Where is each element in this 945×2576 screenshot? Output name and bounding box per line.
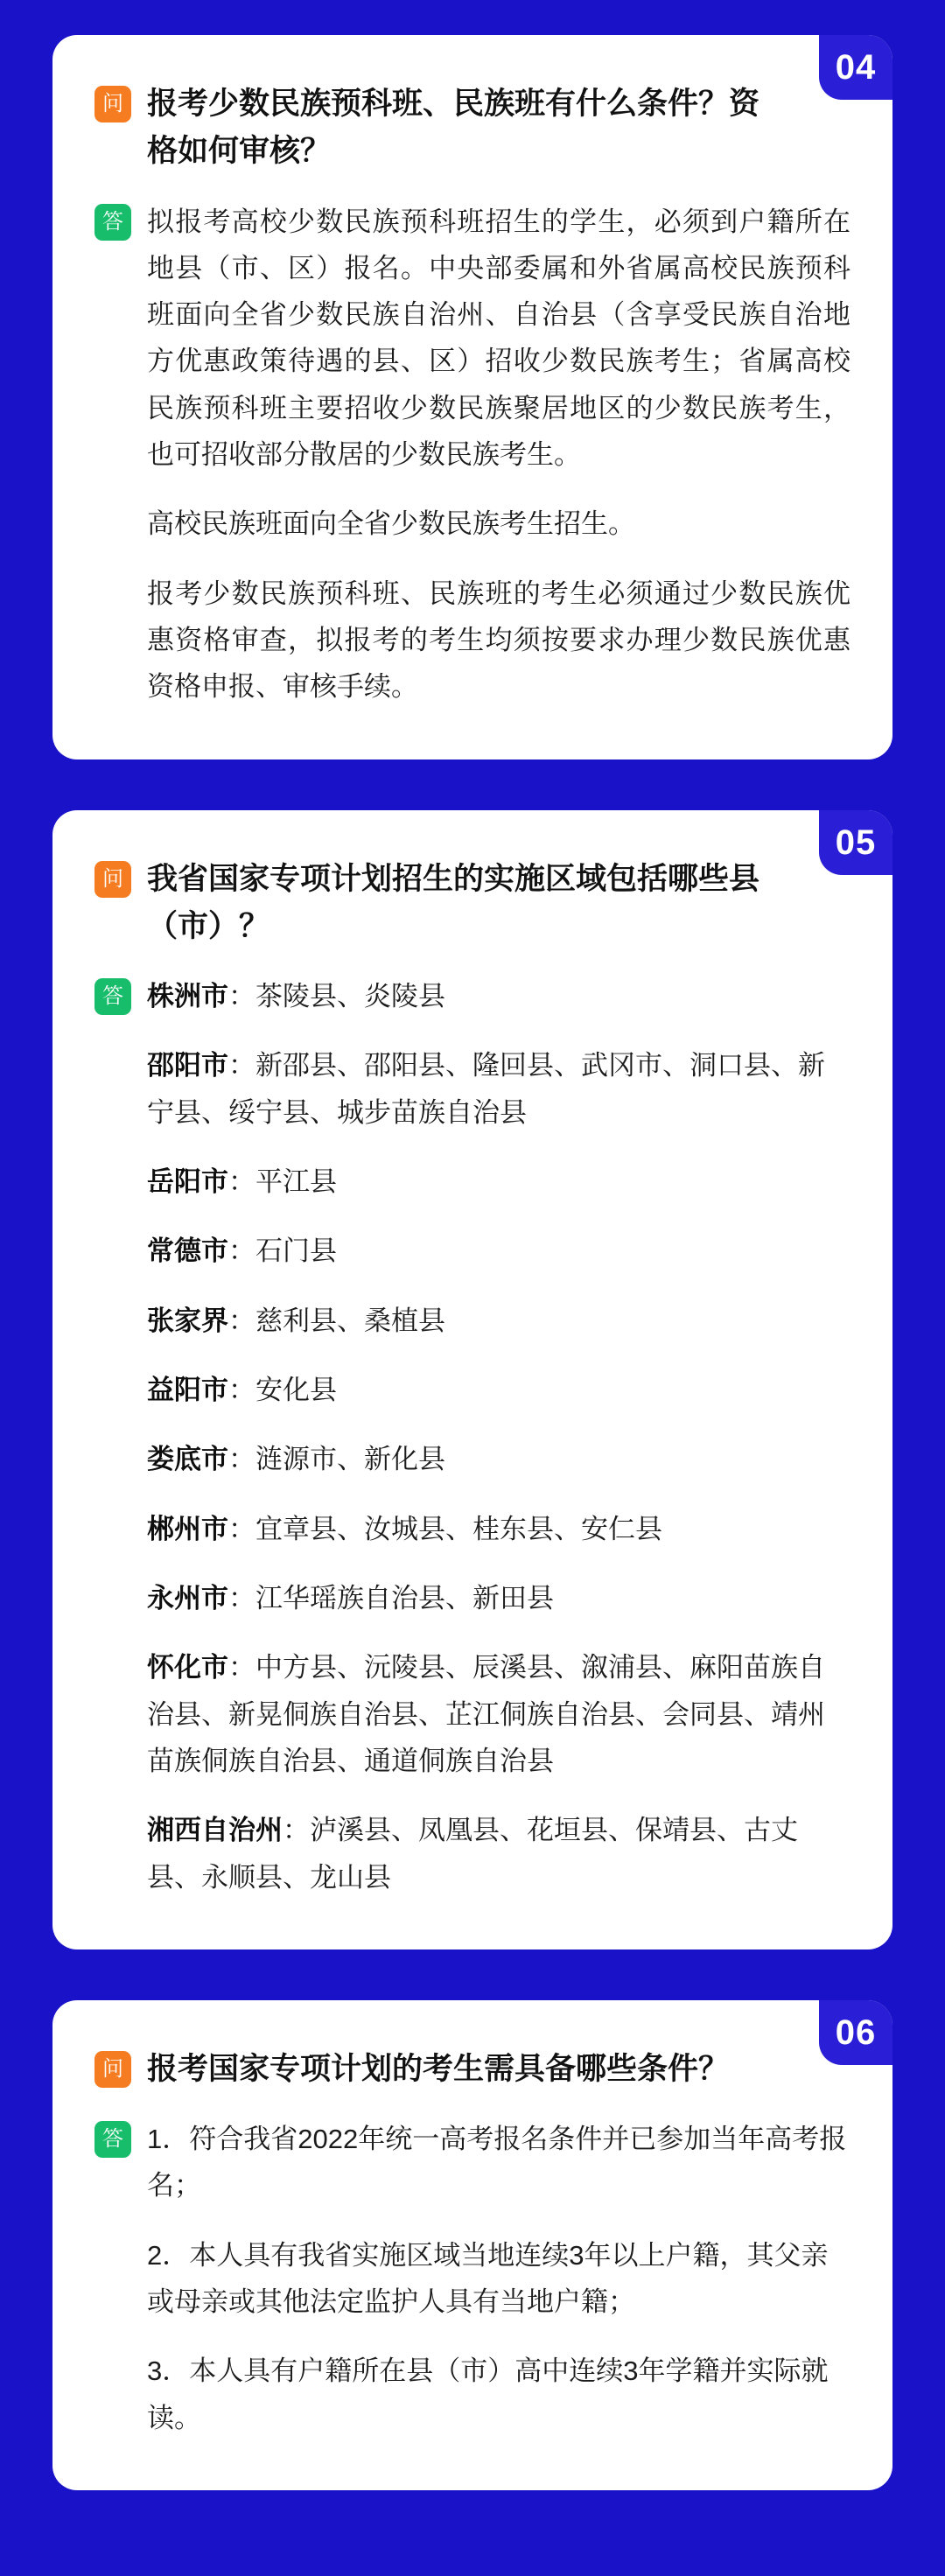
region-item [147, 1436, 850, 1482]
answer-paragraph: 报考少数民族预科班、民族班的考生必须通过少数民族优惠资格审查，拟报考的考生均须按要求办理少数民族优惠资格申报、审核手续。 [147, 578, 850, 703]
region-counties: 宜章县、汝城县、桂东县、安仁县 [256, 1513, 662, 1544]
region-separator: ： [228, 1444, 256, 1475]
region-item [147, 973, 850, 1019]
region-counties: 中方县、沅陵县、辰溪县、溆浦县、麻阳苗族自治县、新晃侗族自治县、芷江侗族自治县、会同县、靖州苗族侗族自治县、通道侗族自治县 [147, 1652, 825, 1776]
region-item [147, 1298, 850, 1344]
region-item [147, 1042, 850, 1136]
region-item [147, 1807, 850, 1900]
answer-body [147, 2116, 850, 2441]
condition-item: 2．本人具有我省实施区域当地连续3年以上户籍，其父亲或母亲或其他法定监护人具有当地户籍； [147, 2239, 829, 2317]
answer-body [147, 199, 850, 710]
region-counties: 慈利县、桑植县 [256, 1305, 445, 1336]
question-text: 报考国家专项计划的考生需具备哪些条件？ [147, 2051, 730, 2086]
answer-tag-icon: 答 [94, 2121, 131, 2158]
region-name: 株洲市 [147, 981, 228, 1012]
faq-card-06 [52, 2000, 892, 2490]
question-row [94, 80, 850, 176]
region-counties: 安化县 [256, 1375, 337, 1405]
region-name: 娄底市 [147, 1444, 228, 1475]
region-separator: ： [283, 1815, 310, 1846]
answer-tag-icon: 答 [94, 978, 131, 1015]
region-separator: ： [228, 1513, 256, 1544]
region-name: 张家界 [147, 1305, 228, 1336]
region-separator: ： [228, 981, 256, 1012]
question-row [94, 856, 850, 951]
region-counties: 江华瑶族自治县、新田县 [256, 1582, 554, 1614]
card-number-badge: 04 [819, 35, 892, 100]
question-tag-icon: 问 [94, 861, 131, 898]
region-separator: ： [228, 1375, 256, 1405]
region-item [147, 1158, 850, 1205]
region-name: 益阳市 [147, 1375, 228, 1405]
region-name: 常德市 [147, 1236, 228, 1267]
card-number-badge: 05 [819, 810, 892, 875]
region-separator: ： [228, 1582, 256, 1614]
region-counties: 石门县 [256, 1236, 337, 1267]
region-counties: 泸溪县、凤凰县、花垣县、保靖县、古丈县、永顺县、龙山县 [147, 1815, 798, 1893]
faq-card-04 [52, 35, 892, 760]
region-name: 湘西自治州 [147, 1815, 283, 1846]
faq-card-05 [52, 810, 892, 1950]
answer-tag-icon: 答 [94, 204, 131, 241]
region-counties: 新邵县、邵阳县、隆回县、武冈市、洞口县、新宁县、绥宁县、城步苗族自治县 [147, 1050, 825, 1128]
card-number-badge: 06 [819, 2000, 892, 2065]
condition-item: 3．本人具有户籍所在县（市）高中连续3年学籍并实际就读。 [147, 2356, 829, 2433]
region-separator: ： [228, 1166, 256, 1198]
region-name: 邵阳市 [147, 1050, 228, 1082]
region-name: 永州市 [147, 1582, 228, 1614]
question-text: 报考少数民族预科班、民族班有什么条件？资格如何审核？ [147, 87, 760, 169]
region-name: 岳阳市 [147, 1166, 228, 1198]
question-text: 我省国家专项计划招生的实施区域包括哪些县（市）？ [147, 861, 760, 943]
answer-body [147, 973, 850, 1900]
condition-item: 1．符合我省2022年统一高考报名条件并已参加当年高考报名； [147, 2124, 847, 2202]
region-item [147, 1644, 850, 1784]
answer-paragraph: 高校民族班面向全省少数民族考生招生。 [147, 508, 635, 540]
region-separator: ： [228, 1236, 256, 1267]
question-tag-icon: 问 [94, 86, 131, 122]
question-row [94, 2046, 850, 2093]
answer-row [94, 199, 850, 710]
answer-paragraph: 拟报考高校少数民族预科班招生的学生，必须到户籍所在地县（市、区）报名。中央部委属和外省属高校民族预科班面向全省少数民族自治州、自治县（含享受民族自治地方优惠政策待遇的县、区）招收少数民族考生；省属高校民族预科班主要招收少数民族聚居地区的少数民族考生，也可招收部分散居的少数民族考生。 [147, 206, 850, 471]
region-name: 郴州市 [147, 1513, 228, 1544]
region-name: 怀化市 [147, 1652, 228, 1684]
question-tag-icon: 问 [94, 2051, 131, 2088]
region-separator: ： [228, 1050, 256, 1082]
answer-row [94, 973, 850, 1900]
region-counties: 涟源市、新化县 [256, 1444, 445, 1475]
region-counties: 茶陵县、炎陵县 [256, 981, 445, 1012]
region-counties: 平江县 [256, 1166, 337, 1198]
region-separator: ： [228, 1652, 256, 1684]
region-item [147, 1367, 850, 1413]
region-item [147, 1228, 850, 1274]
region-item [147, 1506, 850, 1552]
answer-row [94, 2116, 850, 2441]
region-item [147, 1575, 850, 1621]
region-separator: ： [228, 1305, 256, 1336]
